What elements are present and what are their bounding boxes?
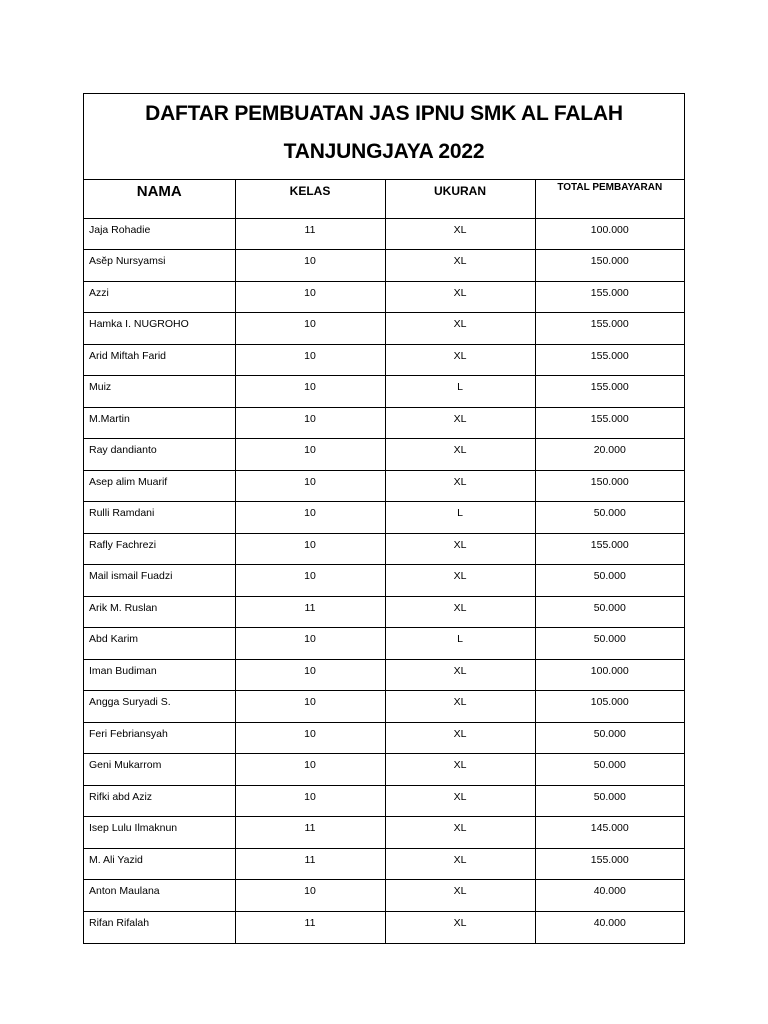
column-header-nama: NAMA [84,180,235,218]
cell-ukuran: XL [385,691,535,723]
cell-kelas: 10 [235,281,385,313]
title-line-2: TANJUNGJAYA 2022 [283,140,485,163]
cell-nama: Angga Suryadi S. [84,691,235,723]
cell-total: 100.000 [535,659,684,691]
cell-nama: Arid Miftah Farid [84,344,235,376]
cell-ukuran: XL [385,344,535,376]
cell-nama: M. Ali Yazid [84,848,235,880]
cell-ukuran: XL [385,281,535,313]
table-row [84,848,684,880]
cell-total: 40.000 [593,916,626,929]
cell-total: 155.000 [535,848,684,880]
cell-nama: Muiz [84,376,235,408]
table-row [84,628,684,660]
cell-ukuran: XL [385,218,535,250]
cell-ukuran: XL [385,880,535,912]
cell-total: 145.000 [535,817,684,849]
cell-total: 50.000 [535,754,684,786]
table-row [84,407,684,439]
cell-nama: Arik M. Ruslan [84,596,235,628]
table-row [84,659,684,691]
cell-total: 50.000 [535,628,684,660]
cell-ukuran: XL [385,785,535,817]
cell-kelas: 10 [235,344,385,376]
cell-kelas: 11 [235,596,385,628]
cell-nama: Asĕp Nursyamsi [84,250,235,282]
cell-total: 50.000 [535,722,684,754]
cell-ukuran: XL [385,313,535,345]
cell-nama: Rifan Rifalah [84,911,235,943]
cell-nama: Jaja Rohadie [84,218,235,250]
cell-nama: Feri Febriansyah [84,722,235,754]
cell-total: 100.000 [535,218,684,250]
cell-kelas: 10 [235,565,385,597]
cell-ukuran: XL [385,533,535,565]
cell-total: 155.000 [535,281,684,313]
table-row [84,722,684,754]
cell-ukuran: L [385,628,535,660]
cell-total: 155.000 [535,376,684,408]
cell-total: 155.000 [535,313,684,345]
cell-nama: Isep Lulu Ilmaknun [84,817,235,849]
table-row [84,565,684,597]
cell-nama: Iman Budiman [84,659,235,691]
payment-sheet [83,93,685,944]
cell-total: 155.000 [535,533,684,565]
cell-kelas: 10 [235,880,385,912]
cell-kelas: 10 [235,407,385,439]
cell-nama: Mail ismail Fuadzi [84,565,235,597]
cell-nama: Abd Karim [84,628,235,660]
cell-ukuran: L [385,376,535,408]
cell-nama: M.Martin [84,407,235,439]
cell-kelas: 11 [235,817,385,849]
cell-nama: Anton Maulana [84,880,235,912]
title-line-1: DAFTAR PEMBUATAN JAS IPNU SMK AL FALAH [145,102,623,125]
table-row [84,533,684,565]
table-row [84,344,684,376]
table-row [84,596,684,628]
cell-nama: Rulli Ramdani [84,502,235,534]
cell-nama: Azzi [84,281,235,313]
cell-kelas: 11 [235,218,385,250]
cell-ukuran: L [385,502,535,534]
column-header-total: TOTAL PEMBAYARAN [535,180,684,218]
table-header-row [84,180,684,218]
table-row [84,880,684,912]
table-row [84,281,684,313]
table-row [84,250,684,282]
cell-total: 155.000 [535,407,684,439]
cell-total: 105.000 [535,691,684,723]
cell-total: 50.000 [535,596,684,628]
cell-total: 150.000 [535,250,684,282]
cell-kelas: 10 [235,439,385,471]
cell-ukuran: XL [385,817,535,849]
cell-kelas: 11 [235,848,385,880]
cell-kelas: 10 [235,502,385,534]
cell-kelas: 10 [235,628,385,660]
table-row [84,691,684,723]
cell-kelas: 10 [235,785,385,817]
cell-kelas: 10 [235,376,385,408]
cell-ukuran: XL [385,565,535,597]
cell-nama: Hamka I. NUGROHO [84,313,235,345]
table-row [84,817,684,849]
table-body [84,218,684,943]
cell-ukuran: XL [385,407,535,439]
cell-kelas: 10 [235,470,385,502]
table-row [84,218,684,250]
cell-ukuran: XL [385,470,535,502]
document-title [84,94,684,180]
cell-kelas: 10 [235,722,385,754]
cell-ukuran: XL [385,439,535,471]
payment-table [84,180,684,943]
cell-total: 50.000 [535,785,684,817]
table-row [84,313,684,345]
cell-kelas: 10 [235,250,385,282]
table-row [84,376,684,408]
cell-total: 50.000 [535,565,684,597]
cell-kelas: 10 [235,691,385,723]
cell-nama: Ray dandianto [84,439,235,471]
column-header-kelas: KELAS [235,180,385,218]
cell-total: 150.000 [535,470,684,502]
table-row [84,470,684,502]
cell-total: 20.000 [535,439,684,471]
cell-kelas: 11 [235,911,385,943]
cell-ukuran: XL [385,754,535,786]
cell-kelas: 10 [235,313,385,345]
cell-total: 155.000 [535,344,684,376]
cell-nama: Rafly Fachrezi [84,533,235,565]
cell-ukuran: XL [385,848,535,880]
cell-kelas: 10 [235,754,385,786]
cell-ukuran: XL [385,911,535,943]
table-row [84,785,684,817]
cell-nama: Geni Mukarrom [84,754,235,786]
cell-ukuran: XL [385,722,535,754]
cell-ukuran: XL [385,659,535,691]
table-row [84,911,684,943]
cell-ukuran: XL [385,596,535,628]
cell-kelas: 10 [235,659,385,691]
table-row [84,754,684,786]
cell-kelas: 10 [235,533,385,565]
cell-nama: Asep alim Muarif [84,470,235,502]
column-header-ukuran: UKURAN [385,180,535,218]
cell-ukuran: XL [385,250,535,282]
cell-total: 40.000 [535,880,684,912]
table-row [84,502,684,534]
cell-total: 50.000 [535,502,684,534]
table-row [84,439,684,471]
cell-nama: Rifki abd Aziz [84,785,235,817]
